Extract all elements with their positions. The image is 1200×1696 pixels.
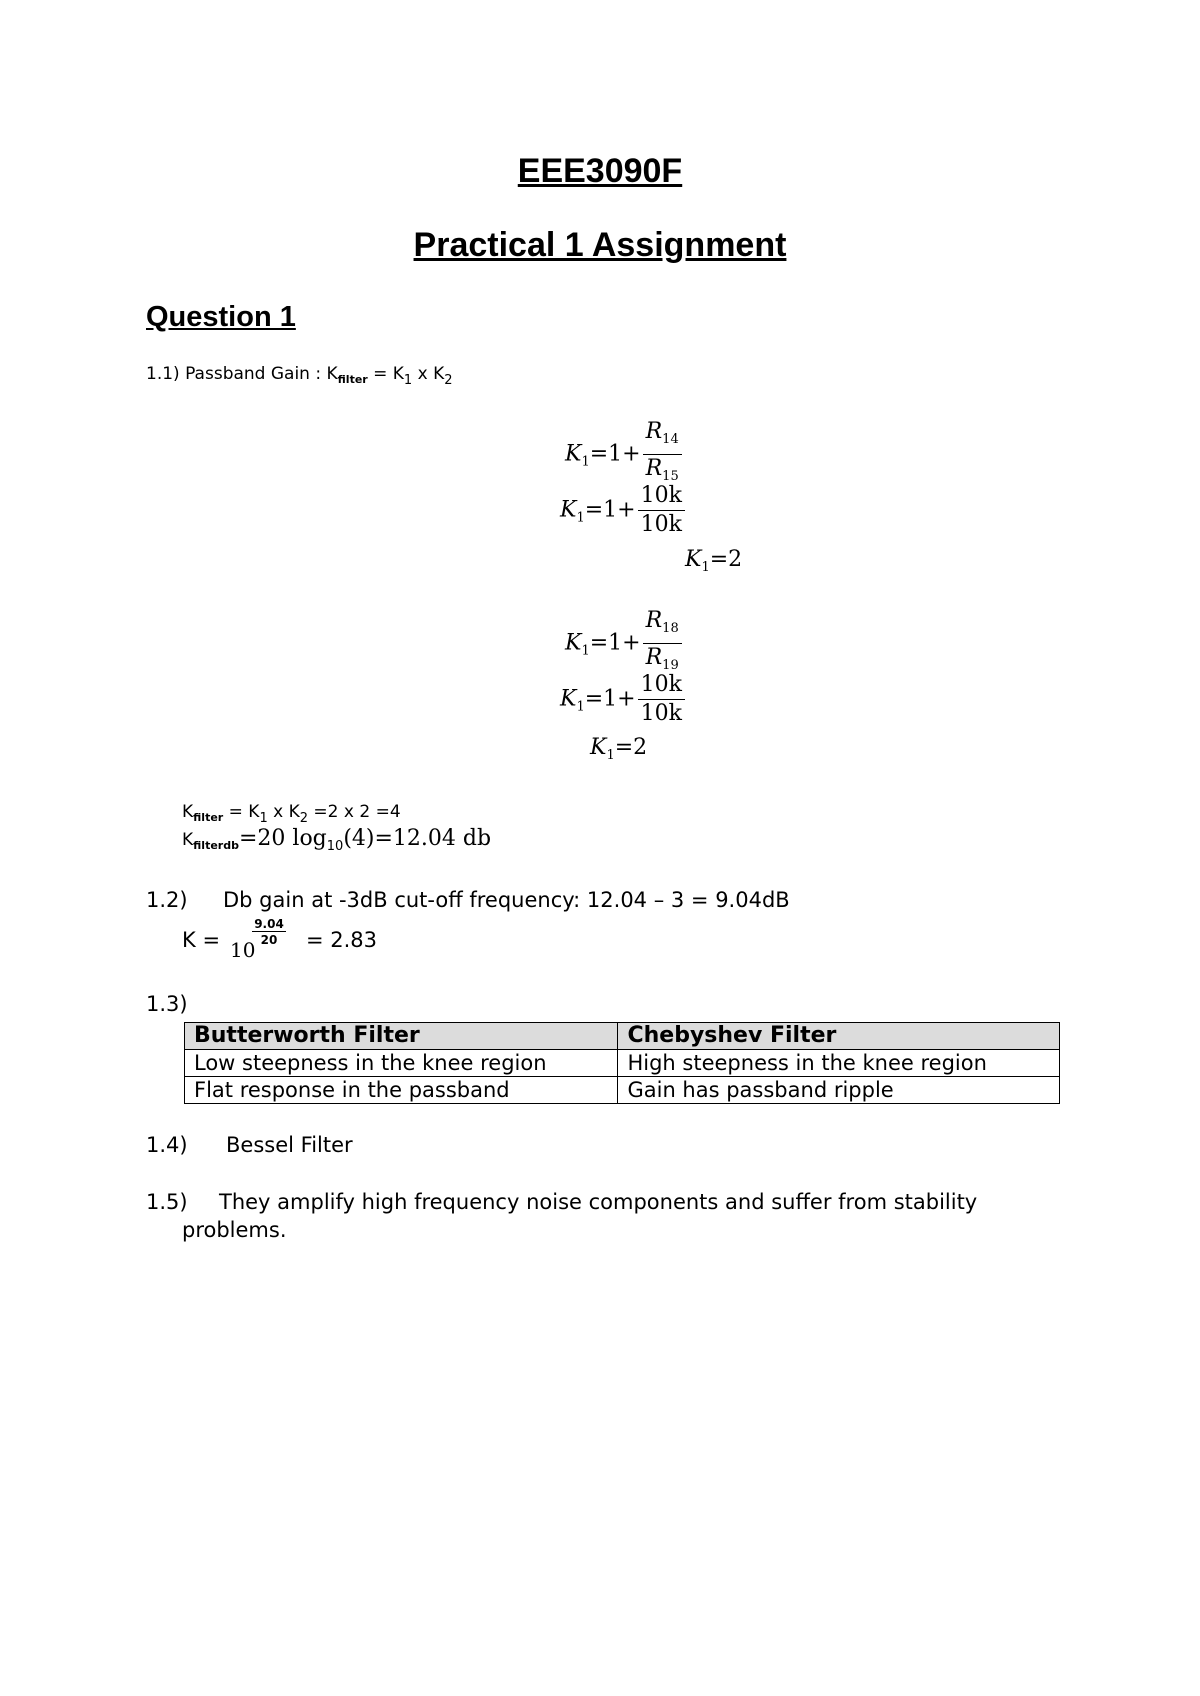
exponent-numerator: 9.04 bbox=[252, 917, 286, 932]
kfilter-db-calculation: $K_{filterdb}=20$ $\log_{10}(4)=12.04$ db bbox=[182, 826, 492, 854]
q1-5-text-line1: They amplify high frequency noise components and suffer from stability bbox=[219, 1190, 978, 1214]
table-cell: Gain has passband ripple bbox=[618, 1077, 1060, 1104]
column-header-chebyshev: Chebyshev Filter bbox=[618, 1023, 1060, 1050]
q1-2-text: Db gain at -3dB cut-off frequency: 12.04 – 3 = 9.04dB bbox=[223, 888, 790, 912]
table-cell: High steepness in the knee region bbox=[618, 1050, 1060, 1077]
table-cell: Flat response in the passband bbox=[185, 1077, 618, 1104]
kfilter-calculation: $K_{filter} = K_1$ x $K_2 =2$ x 2 =4 bbox=[182, 802, 401, 826]
filter-comparison-table bbox=[184, 1022, 1060, 1104]
q1-1-label: 1.1) Passband Gain : $K_{filter} = K_1$ x $K_2$ bbox=[146, 364, 453, 388]
k-equals-label: K = bbox=[182, 928, 221, 952]
question-heading: Question 1 bbox=[146, 301, 296, 333]
equation-k1-result-second: $K_1=2$ bbox=[590, 735, 648, 763]
q1-4-label: 1.4) bbox=[146, 1133, 188, 1157]
q1-5-label: 1.5) bbox=[146, 1190, 188, 1214]
power-base: 10 bbox=[230, 938, 256, 962]
table-cell: Low steepness in the knee region bbox=[185, 1050, 618, 1077]
table-row bbox=[185, 1050, 1060, 1077]
equation-k1-result: $K_1=2$ bbox=[685, 547, 743, 575]
q1-5-text-line2: problems. bbox=[182, 1218, 287, 1242]
equation-k1-10k: $K_1=1+$ $\frac{10k}{10k}$ bbox=[560, 482, 685, 539]
exponent-denominator: 20 bbox=[260, 933, 278, 947]
table-header-row bbox=[185, 1023, 1060, 1050]
assignment-title: Practical 1 Assignment bbox=[413, 226, 787, 264]
equation-k1-10k-second: $K_1=1+$ $\frac{10k}{10k}$ bbox=[560, 671, 685, 728]
q1-4-text: Bessel Filter bbox=[226, 1133, 353, 1157]
equation-k1-r14-r15: $K_1=1+$ $\frac{R_{14}}{R_{15}}$ bbox=[565, 418, 682, 491]
table-row bbox=[185, 1077, 1060, 1104]
column-header-butterworth: Butterworth Filter bbox=[185, 1023, 618, 1050]
k-result: = 2.83 bbox=[306, 928, 378, 952]
equation-k1-r18-r19: $K_1=1+$ $\frac{R_{18}}{R_{19}}$ bbox=[565, 607, 682, 680]
q1-2-label: 1.2) bbox=[146, 888, 188, 912]
course-code-title: EEE3090F bbox=[517, 152, 683, 190]
q1-3-label: 1.3) bbox=[146, 992, 188, 1016]
